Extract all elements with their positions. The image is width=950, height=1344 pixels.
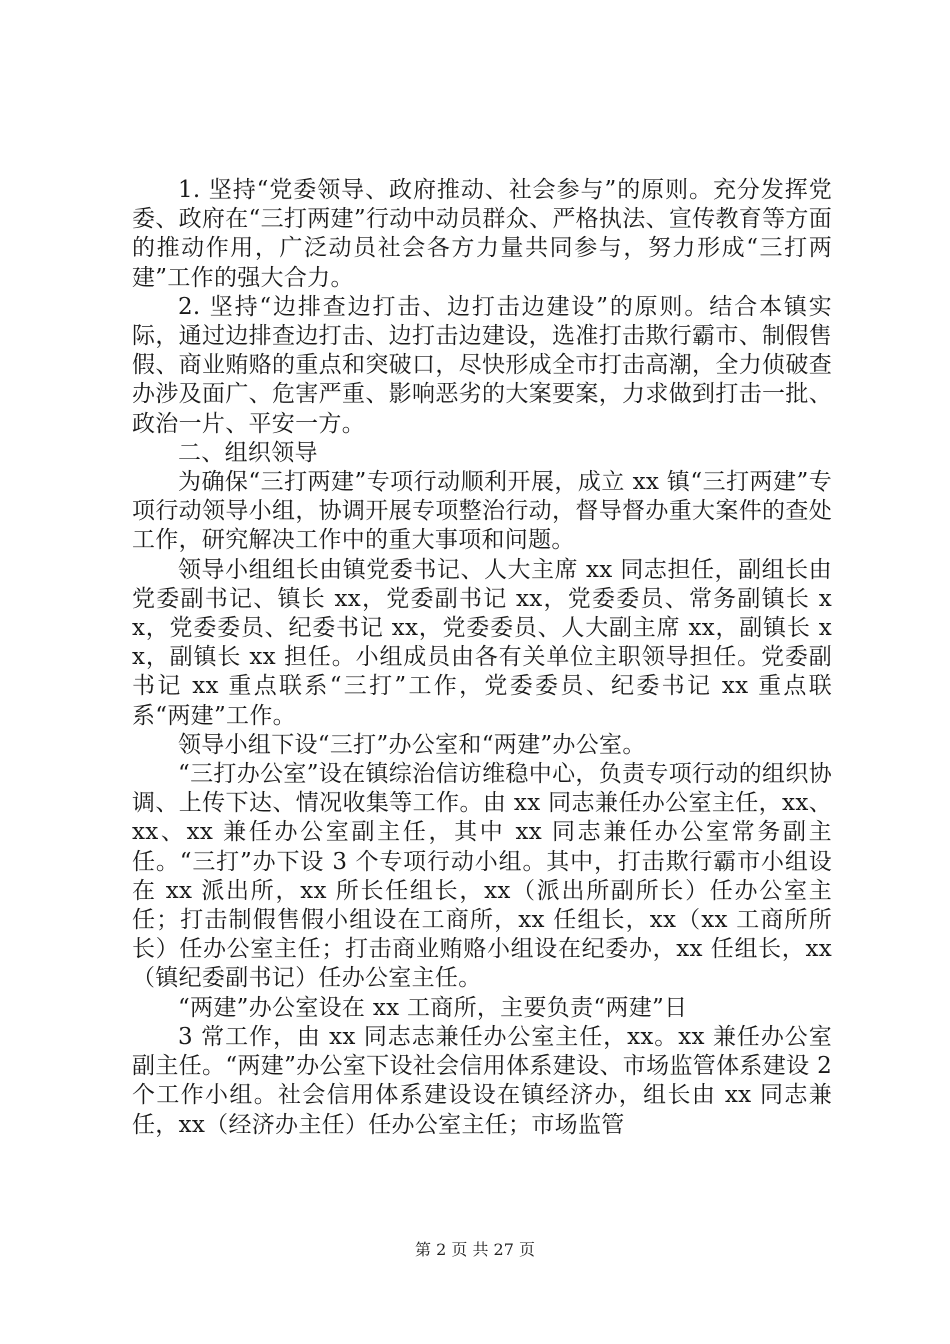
- paragraph-principle-2: 2. 坚持“边排查边打击、边打击边建设”的原则。结合本镇实际，通过边排查边打击、边打击边建设，选准打击欺行霸市、制假售假、商业贿赂的重点和突破口，尽快形成全市打击高潮，全力侦破查办涉及面广、危害严重、影响恶劣的大案要案，力求做到打击一批、政治一片、平安一方。: [132, 293, 832, 437]
- paragraph-group-members: 领导小组组长由镇党委书记、人大主席 xx 同志担任，副组长由党委副书记、镇长 xx，党委副书记 xx，党委委员、常务副镇长 xx，党委委员、纪委书记 xx，党委委员、人大副主席 xx，副镇长 xx，副镇长 xx 担任。小组成员由各有关单位主职领导担任。党委副书记 xx 重点联系“三打”工作，党委委员、纪委书记 xx 重点联系“两建”工作。: [132, 556, 832, 729]
- paragraph-principle-1: 1. 坚持“党委领导、政府推动、社会参与”的原则。充分发挥党委、政府在“三打两建”行动中动员群众、严格执法、宣传教育等方面的推动作用，广泛动员社会各方力量共同参与，努力形成“三打两建”工作的强大合力。: [132, 177, 832, 291]
- paragraph-two-builds-continued: 3 常工作，由 xx 同志志兼任办公室主任，xx。xx 兼任办公室副主任。“两建”办公室下设社会信用体系建设、市场监管体系建设 2 个工作小组。社会信用体系建设设在镇经济办，组长由 xx 同志兼任，xx（经济办主任）任办公室主任；市场监管: [132, 1023, 832, 1138]
- section-heading-organization: 二、组织领导: [178, 439, 318, 466]
- document-body: [132, 176, 832, 1140]
- paragraph-two-builds-office: “两建”办公室设在 xx 工商所，主要负责“两建”日: [178, 994, 688, 1021]
- paragraph-three-strikes-office: “三打办公室”设在镇综治信访维稳中心，负责专项行动的组织协调、上传下达、情况收集等工作。由 xx 同志兼任办公室主任，xx、xx、xx 兼任办公室副主任，其中 xx 同志兼任办公室常务副主任。“三打”办下设 3 个专项行动小组。其中，打击欺行霸市小组设在 xx 派出所，xx 所长任组长，xx（派出所副所长）任办公室主任；打击制假售假小组设在工商所，xx 任组长，xx（xx 工商所所长）任办公室主任；打击商业贿赂小组设在纪委办，xx 任组长，xx（镇纪委副书记）任办公室主任。: [132, 761, 832, 992]
- paragraph-offices: 领导小组下设“三打”办公室和“两建”办公室。: [178, 731, 646, 758]
- paragraph-leading-group: 为确保“三打两建”专项行动顺利开展，成立 xx 镇“三打两建”专项行动领导小组，协调开展专项整治行动，督导督办重大案件的查处工作，研究解决工作中的重大事项和问题。: [132, 469, 832, 554]
- page-number-footer: 第 2 页 共 27 页: [415, 1240, 535, 1259]
